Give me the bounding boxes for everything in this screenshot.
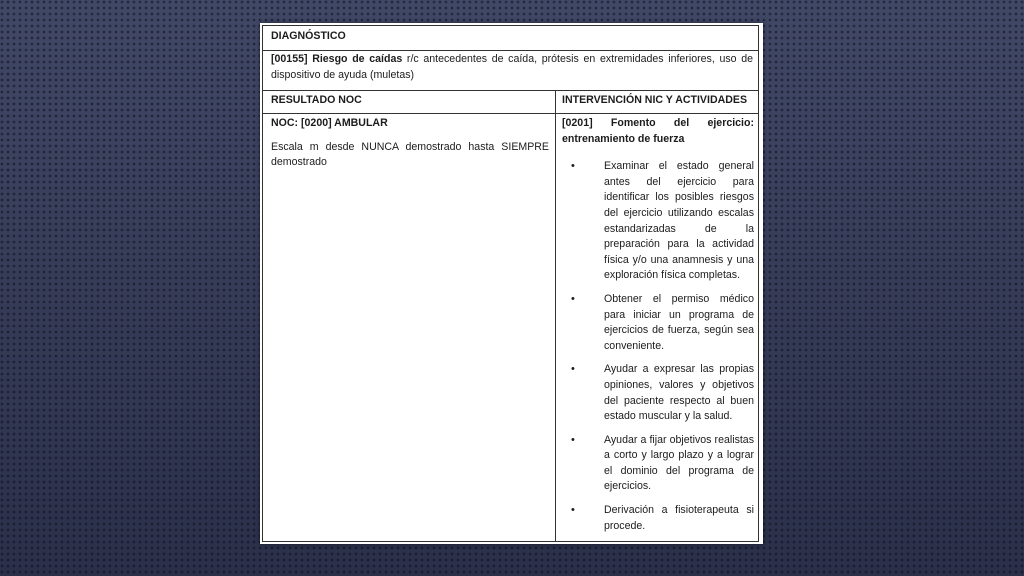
activity-item (562, 362, 754, 424)
diagnostico-code-title: [00155] Riesgo de caídas (271, 53, 403, 65)
activity-text: Examinar el estado general antes del ejercicio para identificar los posibles riesgos del ejercicio utilizando escalas estandarizadas de la preparación para la actividad física y/o una anamnesis y una exploración física completas. (604, 160, 754, 282)
document-page (260, 23, 763, 544)
noc-column-header: RESULTADO NOC (271, 94, 362, 106)
bullet-icon: • (571, 504, 575, 517)
activity-item (562, 503, 754, 534)
bullet-icon: • (571, 292, 575, 305)
row-divider (263, 50, 758, 51)
activity-item (562, 159, 754, 284)
activity-item (562, 433, 754, 495)
activity-list (562, 159, 754, 534)
activity-text: Ayudar a fijar objetivos realistas a corto y largo plazo y a lograr el dominio del programa de ejercicios. (604, 433, 754, 493)
row-divider (263, 113, 758, 114)
nic-cell (562, 116, 754, 542)
activity-text: Derivación a fisioterapeuta si procede. (604, 504, 754, 532)
bullet-icon: • (571, 363, 575, 376)
noc-scale: Escala m desde NUNCA demostrado hasta SIEMPRE demostrado (271, 140, 549, 169)
noc-title: NOC: [0200] AMBULAR (271, 117, 388, 129)
activity-item (562, 292, 754, 354)
column-divider (555, 90, 556, 541)
diagnostico-text (271, 52, 753, 83)
diagnostico-header: DIAGNÓSTICO (271, 30, 346, 42)
row-divider (263, 90, 758, 91)
nic-title: [0201] Fomento del ejercicio: entrenamiento de fuerza (562, 117, 754, 145)
activity-text: Obtener el permiso médico para iniciar un programa de ejercicios de fuerza, según sea conveniente. (604, 292, 754, 352)
noc-cell (271, 116, 549, 171)
care-plan-table (262, 25, 759, 542)
diagnostico-description: r/c antecedentes de caída, prótesis en extremidades inferiores, uso de dispositivo de ayuda (muletas) (271, 53, 753, 81)
bullet-icon: • (571, 160, 575, 173)
bullet-icon: • (571, 433, 575, 446)
activity-text: Ayudar a expresar las propias opiniones, valores y objetivos del paciente respecto al buen estado muscular y la salud. (604, 363, 754, 423)
nic-column-header: INTERVENCIÓN NIC Y ACTIVIDADES (562, 94, 748, 106)
